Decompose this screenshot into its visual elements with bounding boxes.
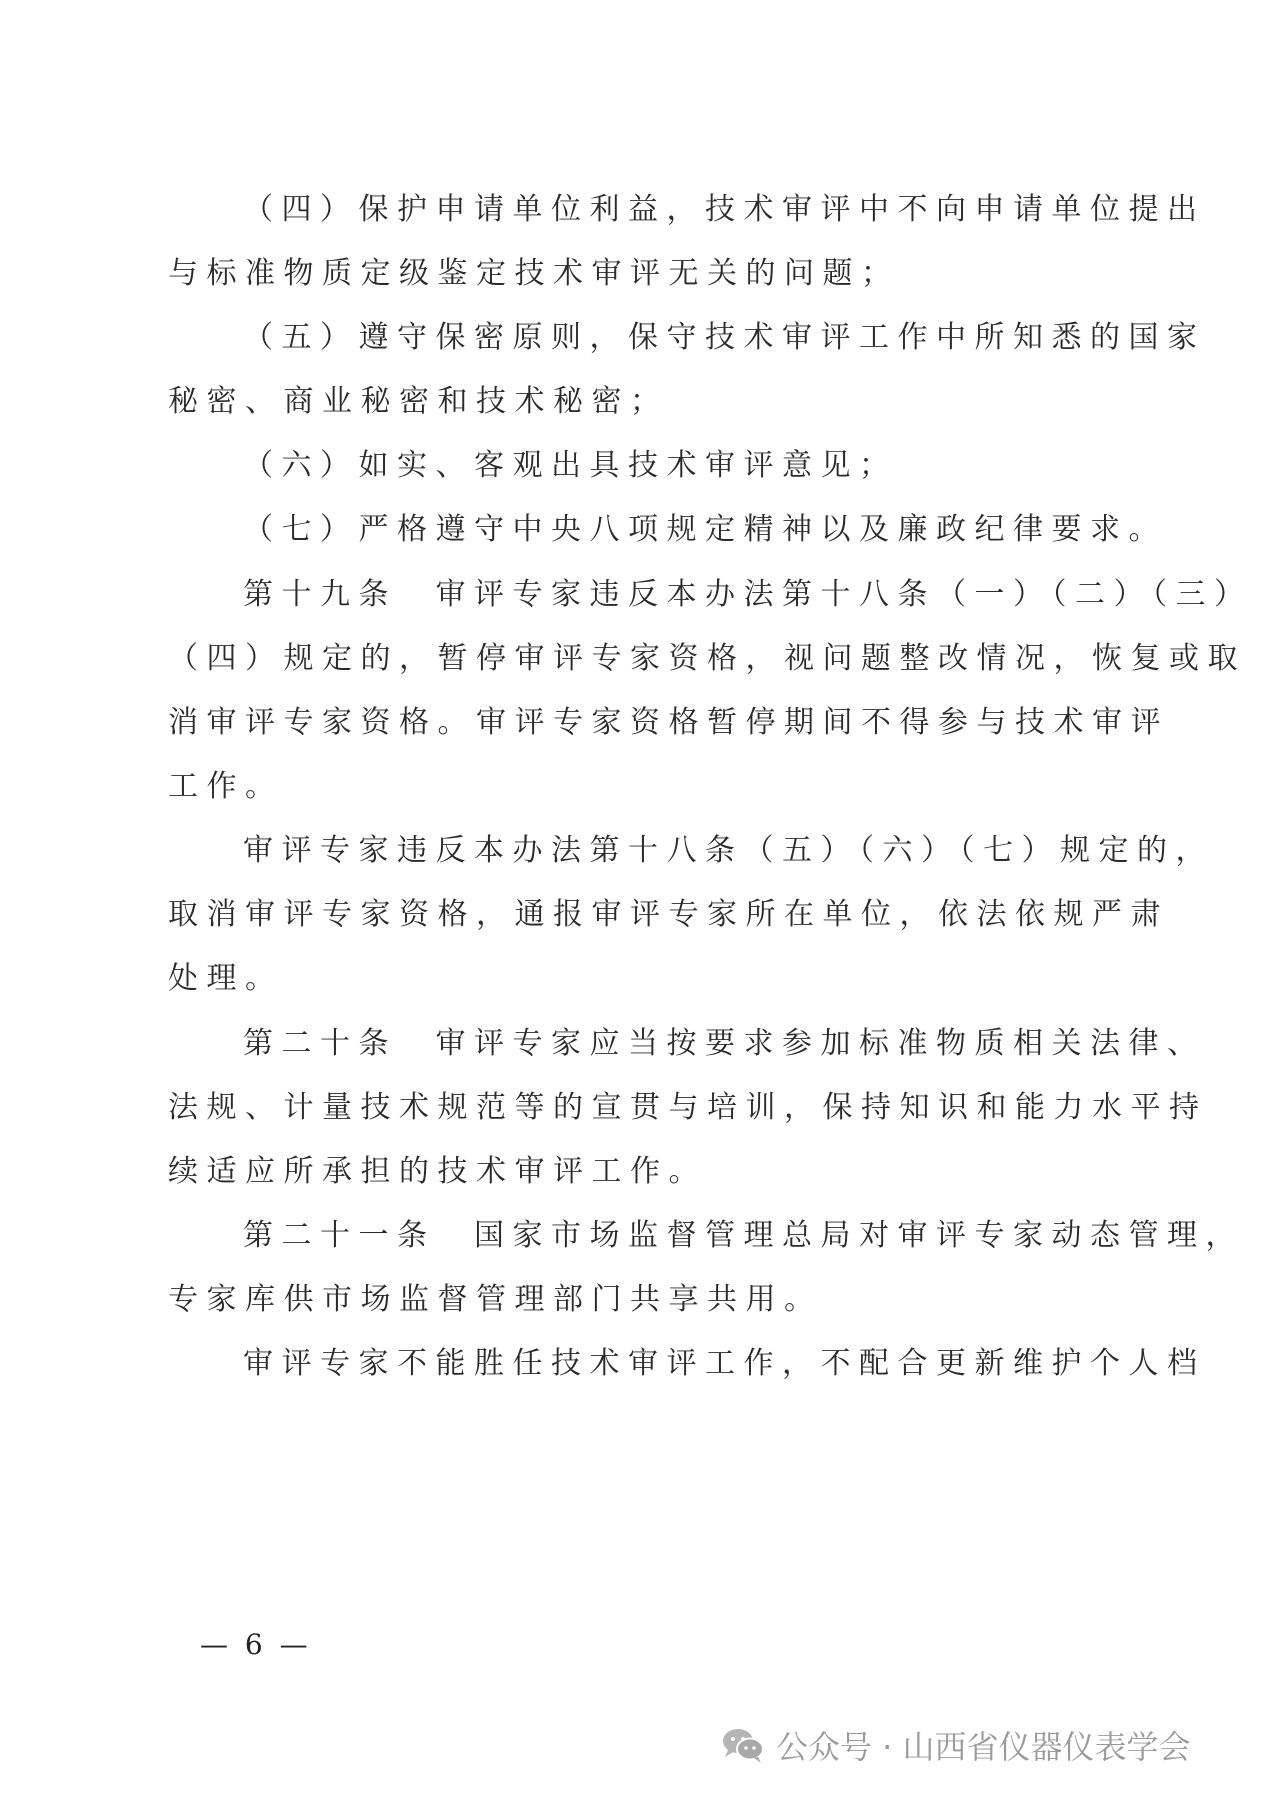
text-line: 续适应所承担的技术审评工作。 <box>168 1154 707 1189</box>
text-line: 审评专家违反本办法第十八条（五）（六）（七）规定的， <box>243 833 1214 868</box>
text-line: 第十九条 审评专家违反本办法第十八条（一）（二）（三） <box>243 577 1253 612</box>
text-line: 与标准物质定级鉴定技术审评无关的问题； <box>168 256 900 291</box>
text-line: （七）严格遵守中央八项规定精神以及廉政纪律要求。 <box>243 512 1167 547</box>
text-line: （六）如实、客观出具技术审评意见； <box>243 448 898 483</box>
watermark-text: 公众号 · 山西省仪器仪表学会 <box>776 1728 1191 1766</box>
text-line: 第二十一条 国家市场监督管理总局对审评专家动态管理， <box>243 1218 1244 1253</box>
text-line: （五）遵守保密原则，保守技术审评工作中所知悉的国家 <box>243 320 1206 355</box>
text-line: 第二十条 审评专家应当按要求参加标准物质相关法律、 <box>243 1026 1206 1061</box>
text-line: （四）保护申请单位利益，技术审评中不向申请单位提出 <box>243 192 1206 227</box>
text-line: 审评专家不能胜任技术审评工作，不配合更新维护个人档 <box>243 1346 1206 1381</box>
wechat-icon <box>720 1725 766 1765</box>
text-line: 取消审评专家资格，通报审评专家所在单位，依法依规严肃 <box>168 897 1169 932</box>
watermark <box>720 1722 1191 1768</box>
page-number: — 6 — <box>200 1628 312 1661</box>
text-line: 专家库供市场监督管理部门共享共用。 <box>168 1282 823 1317</box>
text-line: 工作。 <box>168 769 284 804</box>
text-line: 处理。 <box>168 961 284 996</box>
text-line: （四）规定的，暂停审评专家资格，视问题整改情况，恢复或取 <box>168 641 1246 676</box>
text-line: 消审评专家资格。审评专家资格暂停期间不得参与技术审评 <box>168 705 1169 740</box>
text-line: 法规、计量技术规范等的宣贯与培训，保持知识和能力水平持 <box>168 1090 1208 1125</box>
text-line: 秘密、商业秘密和技术秘密； <box>168 384 669 419</box>
